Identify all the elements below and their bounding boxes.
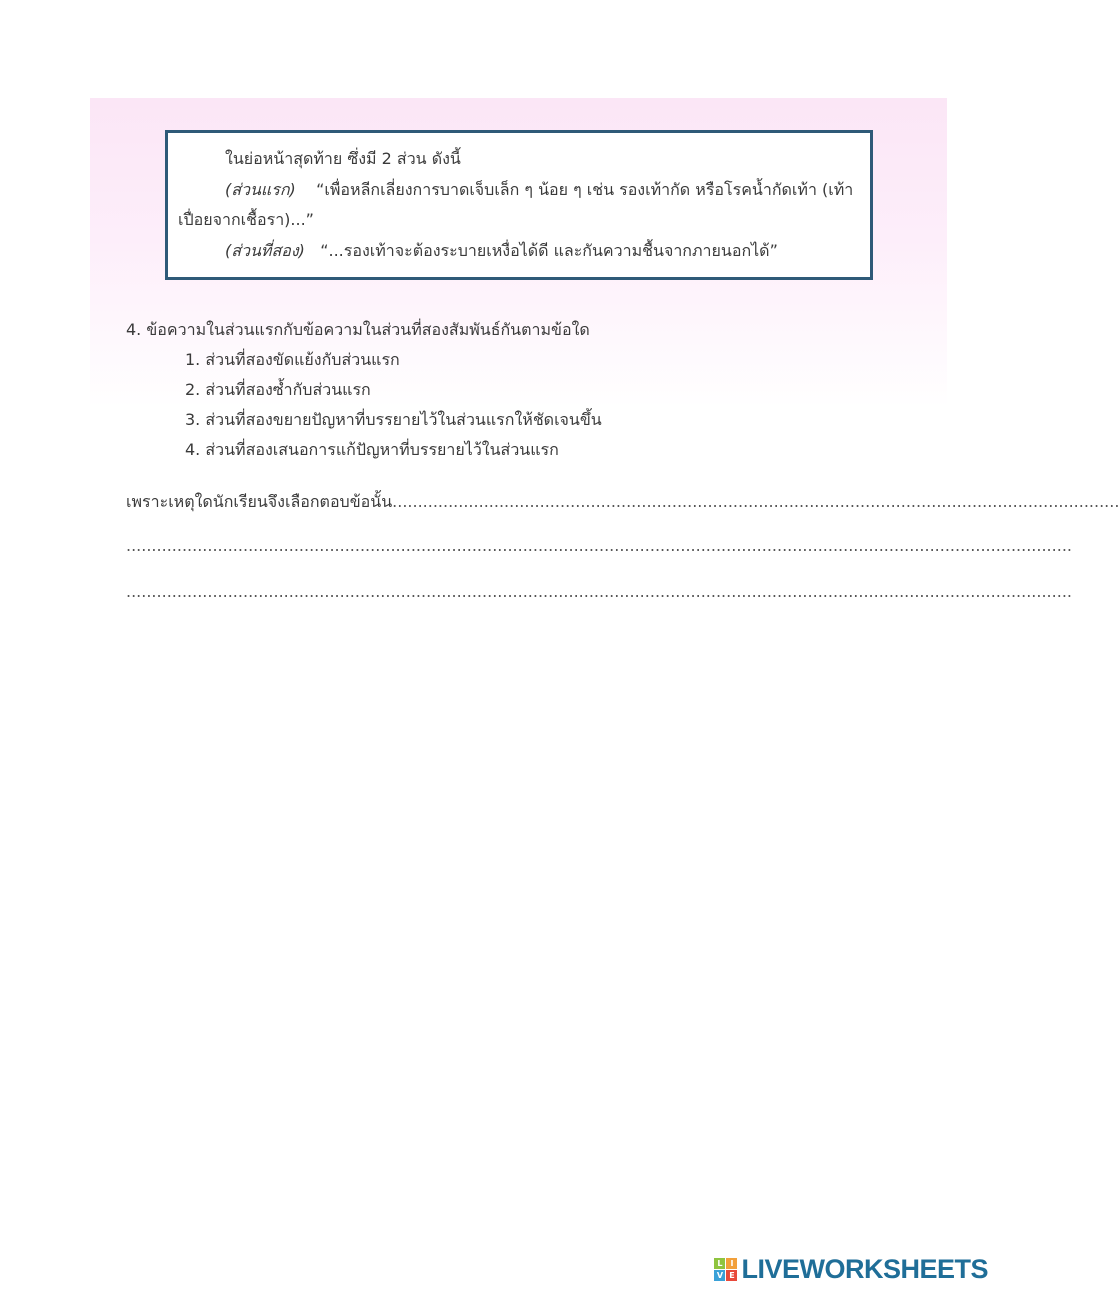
logo-mark-letter-i: I [726,1258,737,1269]
quote-box [165,130,873,280]
logo-mark-letter-e: E [726,1270,737,1281]
answer-dots-3: .......................................................................................................................................................................................... [126,582,1072,601]
liveworksheets-logo [714,1254,988,1285]
answer-line-1[interactable] [126,490,1119,515]
answer-prompt: เพราะเหตุใดนักเรียนจึงเลือกตอบข้อนั้น [126,492,393,511]
option-2[interactable]: 2. ส่วนที่สองซ้ำกับส่วนแรก [185,380,371,399]
quote-part1-label: (ส่วนแรก) [225,180,296,199]
quote-part1-text: “เพื่อหลีกเลี่ยงการบาดเจ็บเล็ก ๆ น้อย ๆ เช่น รองเท้ากัด หรือโรคน้ำกัดเท้า (เท้า [316,180,854,199]
answer-dots-1: ............................................................................................................................................... [392,492,1119,511]
answer-line-2[interactable] [126,536,1072,555]
logo-mark-icon [714,1258,737,1281]
option-4[interactable]: 4. ส่วนที่สองเสนอการแก้ปัญหาที่บรรยายไว้ในส่วนแรก [185,440,559,459]
logo-mark-letter-l: L [714,1258,725,1269]
option-3[interactable]: 3. ส่วนที่สองขยายปัญหาที่บรรยายไว้ในส่วนแรกให้ชัดเจนขึ้น [185,410,602,429]
answer-line-3[interactable] [126,582,1072,601]
quote-part2-label: (ส่วนที่สอง) [225,241,305,260]
quote-part1-line [225,178,853,203]
quote-part1-continuation: เปื่อยจากเชื้อรา)...” [178,210,314,229]
quote-part2-line [225,239,778,264]
option-1[interactable]: 1. ส่วนที่สองขัดแย้งกับส่วนแรก [185,350,400,369]
question-text: 4. ข้อความในส่วนแรกกับข้อความในส่วนที่สองสัมพันธ์กันตามข้อใด [126,320,590,339]
logo-mark-letter-v: V [714,1270,725,1281]
quote-part2-text: “...รองเท้าจะต้องระบายเหงื่อได้ดี และกันความชื้นจากภายนอกได้” [320,241,778,260]
logo-text: LIVEWORKSHEETS [741,1254,988,1284]
answer-dots-2: .......................................................................................................................................................................................... [126,536,1072,555]
quote-intro: ในย่อหน้าสุดท้าย ซึ่งมี 2 ส่วน ดังนี้ [225,149,461,168]
